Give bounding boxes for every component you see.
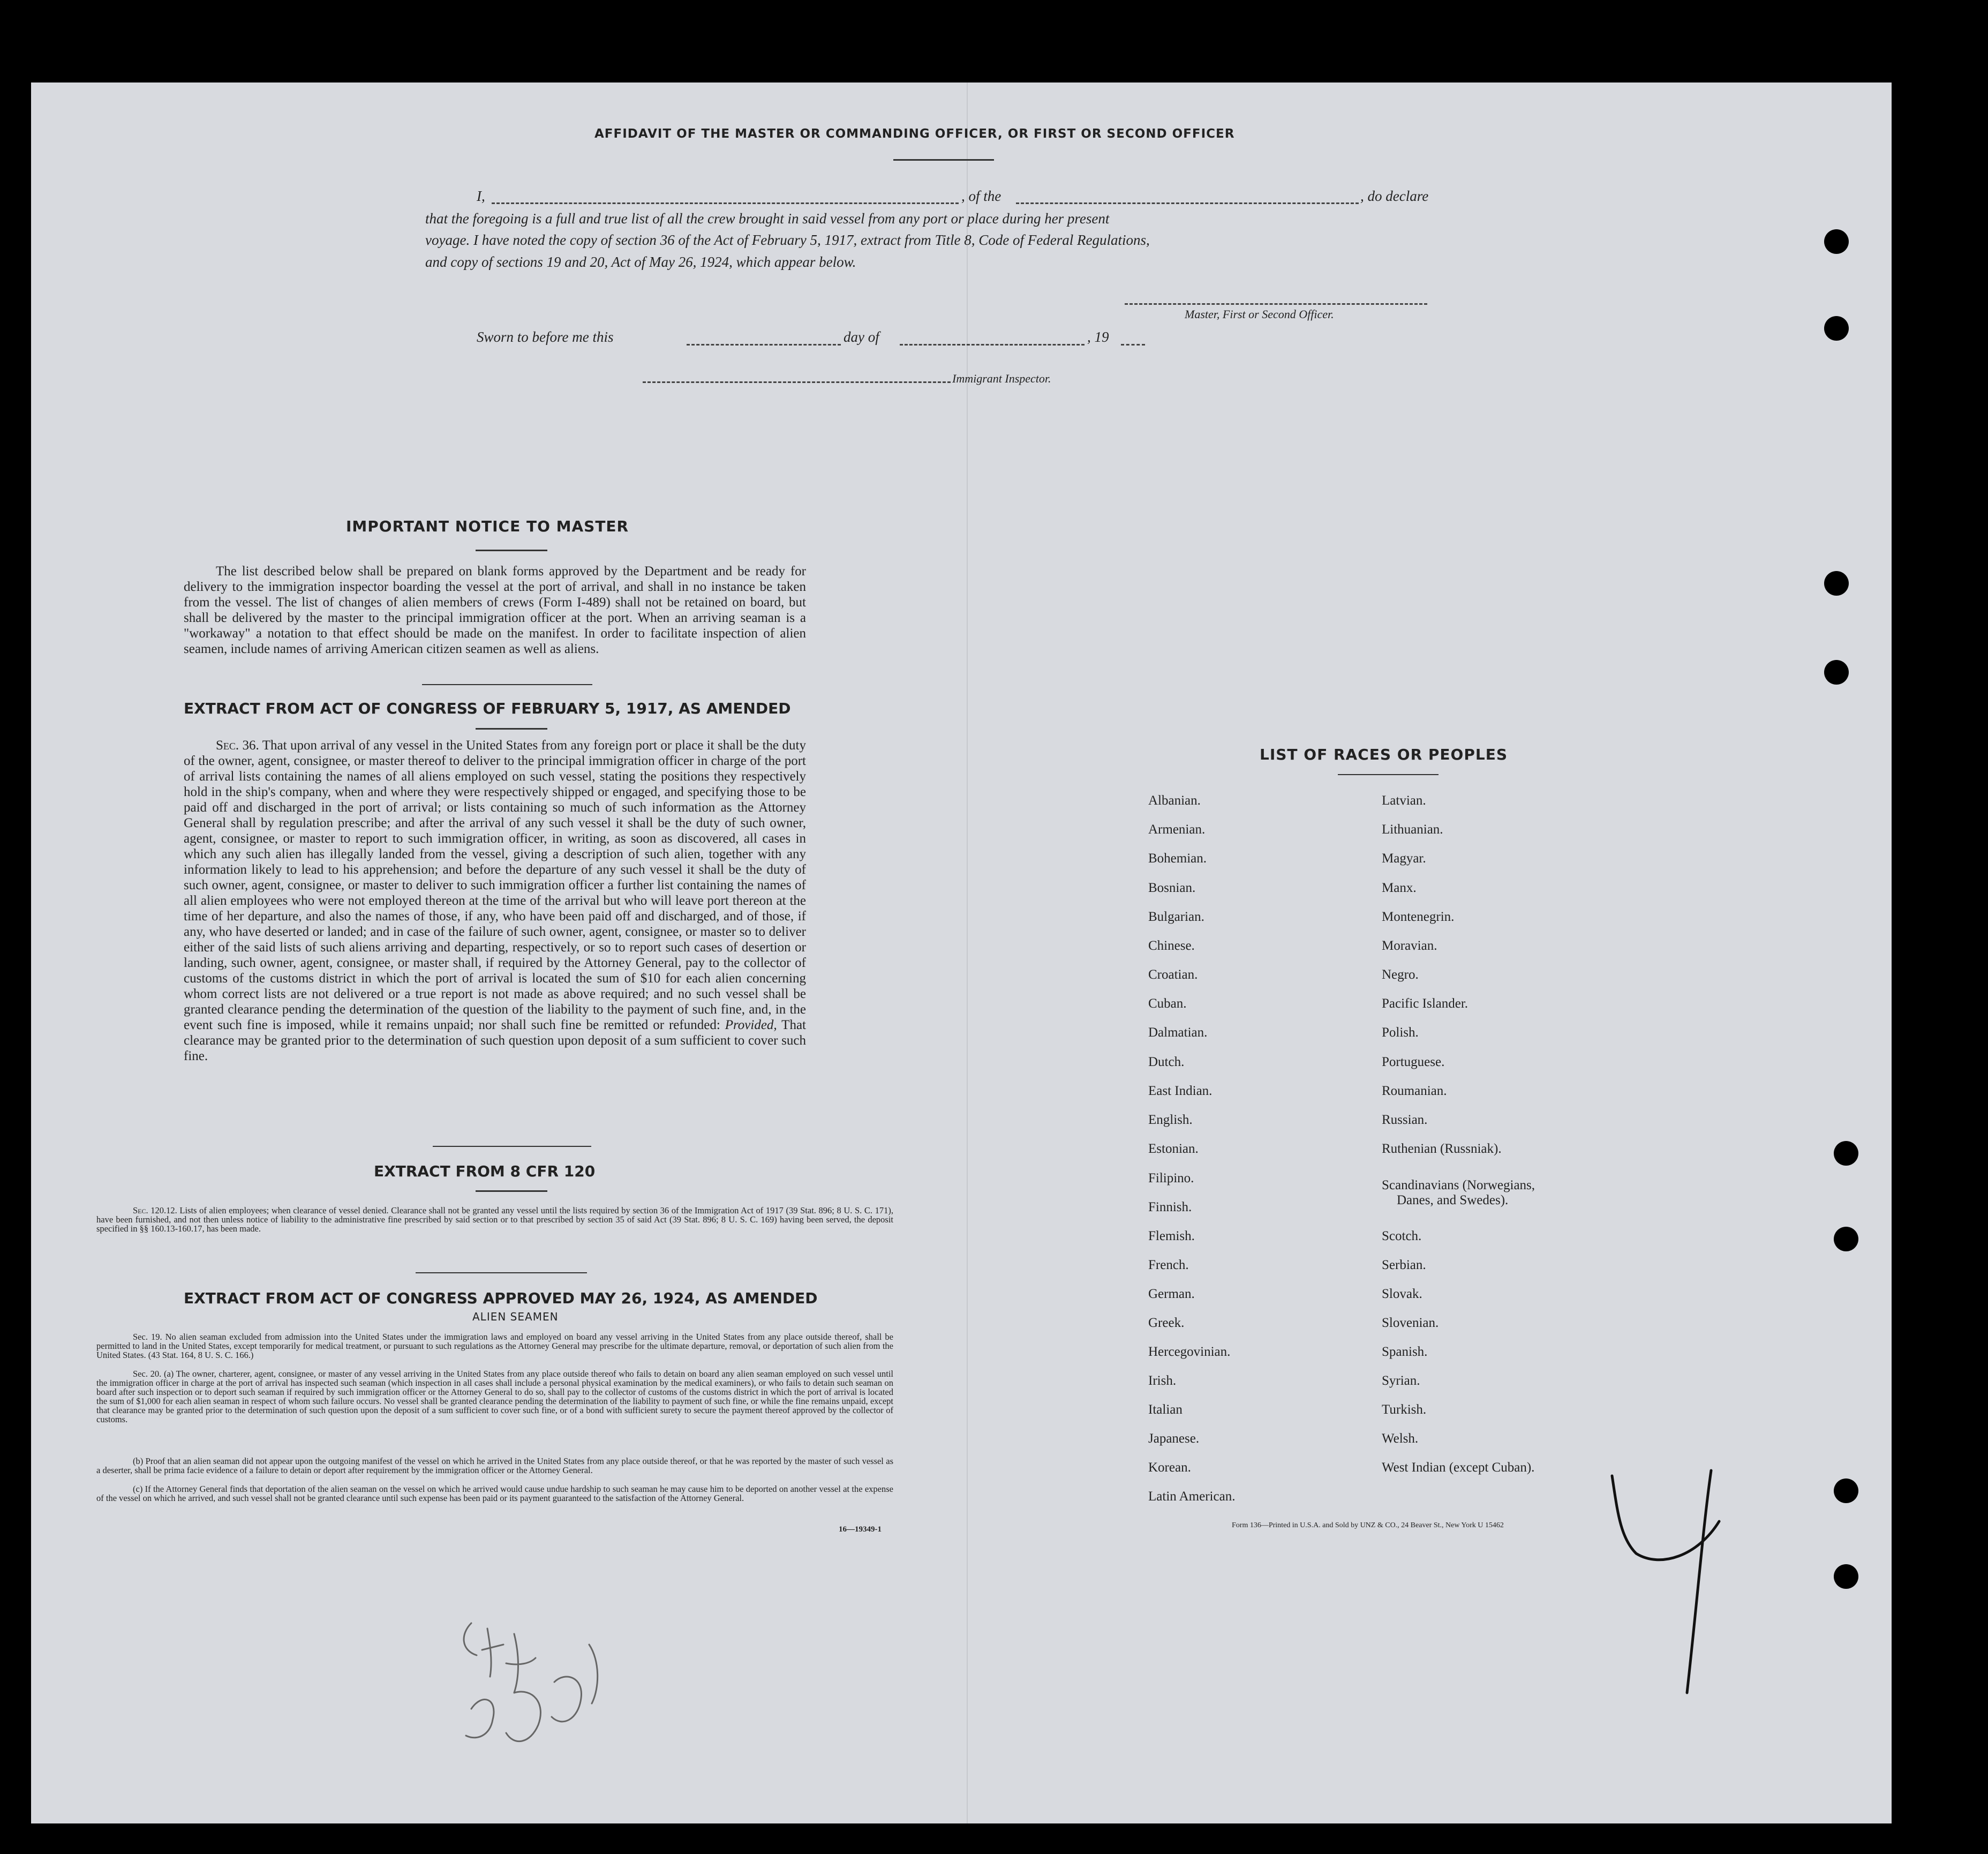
master-signature-line[interactable] (1125, 303, 1427, 305)
race-entry: Croatian. (1148, 967, 1198, 982)
affidavit-line-3: voyage. I have noted the copy of section 36 of the Act of February 5, 1917, extract from Title 8, Code of Federal Regulations, (425, 232, 1150, 248)
name-blank[interactable] (492, 202, 959, 204)
race-entry: Dutch. (1148, 1055, 1185, 1069)
extract-1917-rule (476, 728, 547, 730)
notice-body: The list described below shall be prepared on blank forms approved by the Department and be ready for delivery to the immigration inspector boarding the vessel at the port of arrival, and shall in no instance be taken from the vessel. The list of changes of alien members of crews (Form I-489) shall not be retained on board, but shall be delivered by the master to the principal immigration officer at the port. When an arriving seaman is a "workaway" a notation to that effect should be made on the manifest. In order to facilitate inspection of alien seamen, include names of arriving American citizen seamen as well as aliens. (184, 564, 806, 656)
inspector-label: Immigrant Inspector. (952, 372, 1051, 385)
section-36-label: Sec. 36. (216, 738, 259, 753)
form-footer: Form 136—Printed in U.S.A. and Sold by UNZ & CO., 24 Beaver St., New York U 15462 (1232, 1521, 1504, 1529)
affidavit-line-of: , of the (961, 188, 1001, 204)
race-entry: Ruthenian (Russniak). (1382, 1142, 1502, 1156)
race-entry: Bosnian. (1148, 881, 1196, 895)
section-20a-text: Sec. 20. (a) The owner, charterer, agent, consignee, or master of any vessel arriving in the United States from any place outside thereof who fails to detain on board any alien seaman employed on such vessel until the immigration officer in charge at the port of arrival has inspected such seaman (which inspection in all cases shall include a personal physical examination by the medical examiners), or who fails to detain such seaman on board after such inspection or to deport such seaman if required by such immigration officer or the Attorney General to do so, shall pay to the collector of customs of the customs district in which the port of arrival is located the sum of $1,000 for each alien seaman in respect of whom such failure occurs. No vessel shall be granted clearance pending the determination of the liability to payment of such fine, or while the fine remains unpaid, except that clearance may be granted prior to the determination of such question upon the deposit of a sum sufficient to cover such fine, or of a bond with sufficient surety to secure the payment thereof approved by the collector of customs. (96, 1369, 893, 1424)
master-signature-label: Master, First or Second Officer. (1185, 307, 1334, 321)
affidavit-line-2: that the foregoing is a full and true list of all the crew brought in said vessel from any port or place during her present (425, 211, 1110, 227)
race-entry: Syrian. (1382, 1373, 1420, 1388)
race-entry: Filipino. (1148, 1171, 1194, 1185)
race-entry: Greek. (1148, 1316, 1185, 1330)
binder-hole (1824, 571, 1849, 596)
race-entry: Polish. (1382, 1025, 1419, 1040)
extract-1917-body (184, 738, 806, 1064)
race-entry: Latvian. (1382, 793, 1426, 808)
binder-hole (1824, 660, 1849, 685)
sworn-month-blank[interactable] (900, 344, 1085, 346)
race-entry: Irish. (1148, 1373, 1177, 1388)
race-entry: Pacific Islander. (1382, 996, 1469, 1011)
extract-cfr-rule (476, 1190, 547, 1192)
race-entry: French. (1148, 1258, 1189, 1272)
race-entry: Bulgarian. (1148, 910, 1204, 924)
provided-word: Provided, (725, 1018, 777, 1032)
race-entry: English. (1148, 1113, 1193, 1127)
notice-title: IMPORTANT NOTICE TO MASTER (346, 517, 629, 535)
race-entry: Bohemian. (1148, 851, 1207, 866)
races-title: LIST OF RACES OR PEOPLES (1260, 746, 1508, 763)
vessel-blank[interactable] (1016, 202, 1359, 204)
race-entry: Armenian. (1148, 822, 1206, 837)
binder-hole (1834, 1227, 1858, 1251)
section-20b-text: (b) Proof that an alien seaman did not appear upon the outgoing manifest of the vessel on which he arrived in the United States from any place outside thereof, or that he was reported by the master of such vessel as a deserter, shall be prima facie evidence of a failure to detain or deport after requirement by the immigration officer or the Attorney General. (96, 1456, 893, 1475)
race-entry: Scotch. (1382, 1229, 1422, 1243)
binder-hole (1834, 1141, 1858, 1166)
affidavit-line-end: , do declare (1360, 188, 1429, 204)
race-entry: Serbian. (1382, 1258, 1426, 1272)
binder-hole (1834, 1564, 1858, 1589)
affidavit-title-rule (893, 159, 994, 161)
section-36-text-end: That clearance may be granted prior to the determination of such question upon deposit of a sum sufficient to cover such fine. (184, 1018, 806, 1063)
race-entry: Korean. (1148, 1460, 1191, 1475)
race-entry: Flemish. (1148, 1229, 1195, 1243)
race-entry: Scandinavians (Norwegians, (1382, 1178, 1535, 1192)
binder-hole (1824, 229, 1849, 254)
race-entry: Italian (1148, 1402, 1183, 1417)
races-title-rule (1338, 774, 1439, 775)
sworn-year: , 19 (1087, 329, 1109, 345)
extract-1917-title: EXTRACT FROM ACT OF CONGRESS OF FEBRUARY 5, 1917, AS AMENDED (184, 700, 791, 717)
race-entry: Slovenian. (1382, 1316, 1439, 1330)
sworn-day-of: day of (844, 329, 879, 345)
race-entry: Spanish. (1382, 1345, 1428, 1359)
race-entry: Dalmatian. (1148, 1025, 1208, 1040)
race-entry: Portuguese. (1382, 1055, 1445, 1069)
race-entry: Turkish. (1382, 1402, 1427, 1417)
sworn-day-blank[interactable] (687, 344, 841, 346)
handwritten-annotation (439, 1612, 632, 1762)
affidavit-line-i: I, (477, 188, 485, 204)
extract-cfr-body (96, 1206, 893, 1233)
notice-title-rule (476, 550, 547, 551)
race-entry: Welsh. (1382, 1431, 1419, 1446)
race-entry: Manx. (1382, 881, 1417, 895)
extract-1917-end-rule (433, 1146, 591, 1147)
race-entry: Magyar. (1382, 851, 1426, 866)
section-120-label: Sec. 120.12. (133, 1205, 177, 1215)
handwritten-page-number (1596, 1446, 1735, 1703)
section-36-text: That upon arrival of any vessel in the United States from any foreign port or place it shall be the duty of the owner, agent, consignee, or master thereof to deliver to the principal immigration officer in charge of the port of arrival lists containing the names of all aliens employed on such vessel, stating the positions they respectively hold in the ship's company, when and where they were respectively shipped or engaged, and specifying those to be paid off and discharged in the port of arrival; or lists containing so much of such information as the Attorney General shall by regulation prescribe; and after the arrival of any such vessel it shall be the duty of such owner, agent, consignee, or master to report to such immigration officer, in writing, as soon as discovered, all cases in which any such alien has illegally landed from the vessel, giving a description of such alien, together with any information likely to lead to his apprehension; and before the departure of any such vessel it shall be the duty of such owner, agent, consignee, or master to deliver to such immigration officer a further list containing the names of all alien employees who were not employed thereon at the time of the arrival but who will leave port thereon at the time of her departure, and also the names of those, if any, who have been paid off and discharged, and of those, if any, who have deserted or landed; and in case of the failure of such owner, agent, consignee, or master so to deliver either of the said lists of such aliens arriving and departing, respectively, or so to report such cases of desertion or landing, such owner, agent, consignee, or master shall, if required by the Attorney General, pay to the collector of customs of the customs district in which the port of arrival is located the sum of $10 for each alien concerning whom correct lists are not delivered or a true report is not made as above required; and no such vessel shall be granted clearance pending the determination of the question of the liability to the payment of such fine, and, in the event such fine is imposed, while it remains unpaid; nor shall such fine be remitted or refunded: (184, 738, 806, 1032)
race-entry: Negro. (1382, 967, 1419, 982)
sworn-text: Sworn to before me this (477, 329, 614, 345)
race-entry: Slovak. (1382, 1287, 1422, 1301)
section-19-text: Sec. 19. No alien seaman excluded from admission into the United States under the immigration laws and employed on board any vessel arriving in the United States from any place outside thereof, shall be permitted to land in the United States, except temporarily for medical treatment, or pursuant to such regulations as the Attorney General may prescribe for the ultimate departure, removal, or deportation of such alien from the United States. (43 Stat. 164, 8 U. S. C. 166.) (96, 1332, 893, 1360)
notice-end-rule (422, 684, 592, 685)
race-entry: Japanese. (1148, 1431, 1200, 1446)
affidavit-title: AFFIDAVIT OF THE MASTER OR COMMANDING OFFICER, OR FIRST OR SECOND OFFICER (594, 127, 1235, 141)
alien-seamen-subtitle: ALIEN SEAMEN (472, 1310, 559, 1323)
extract-cfr-end-rule (416, 1272, 587, 1273)
race-entry: Montenegrin. (1382, 910, 1455, 924)
binder-hole (1824, 316, 1849, 341)
race-entry: Hercegovinian. (1148, 1345, 1231, 1359)
race-entry: West Indian (except Cuban). (1382, 1460, 1535, 1475)
race-entry: Chinese. (1148, 939, 1195, 953)
race-entry: Finnish. (1148, 1200, 1192, 1214)
section-120-text: Lists of alien employees; when clearance of vessel denied. Clearance shall not be granted any vessel until the lists required by section 36 of the Immigration Act of 1917 (39 Stat. 896; 8 U. S. C. 171), have been furnished, and not then unless notice of liability to the administrative fine prescribed by said section or to that prescribed by section 35 of said Act (39 Stat. 896; 8 U. S. C. 169) having been served, the deposit specified in §§ 160.13-160.17, has been made. (96, 1205, 894, 1234)
inspector-signature-line[interactable] (643, 381, 951, 383)
race-entry: Danes, and Swedes). (1397, 1193, 1509, 1207)
affidavit-line-4: and copy of sections 19 and 20, Act of May 26, 1924, which appear below. (425, 254, 856, 270)
form-code: 16—19349-1 (839, 1525, 882, 1534)
race-entry: East Indian. (1148, 1084, 1213, 1098)
race-entry: Albanian. (1148, 793, 1201, 808)
section-20c-text: (c) If the Attorney General finds that deportation of the alien seaman on the vessel on which he arrived would cause undue hardship to such seaman he may cause him to be deported on another vessel at the expense of the vessel on which he arrived, and such vessel shall not be granted clearance until such expense has been paid or its payment guaranteed to the satisfaction of the Attorney General. (96, 1484, 893, 1503)
race-entry: Russian. (1382, 1113, 1428, 1127)
binder-hole (1834, 1478, 1858, 1503)
race-entry: Roumanian. (1382, 1084, 1447, 1098)
sworn-year-blank[interactable] (1121, 344, 1145, 346)
race-entry: Cuban. (1148, 996, 1187, 1011)
race-entry: Lithuanian. (1382, 822, 1443, 837)
extract-cfr-title: EXTRACT FROM 8 CFR 120 (374, 1162, 596, 1180)
race-entry: Estonian. (1148, 1142, 1199, 1156)
extract-1924-title: EXTRACT FROM ACT OF CONGRESS APPROVED MAY 26, 1924, AS AMENDED (184, 1289, 818, 1307)
race-entry: Moravian. (1382, 939, 1437, 953)
race-entry: German. (1148, 1287, 1195, 1301)
race-entry: Latin American. (1148, 1489, 1236, 1504)
